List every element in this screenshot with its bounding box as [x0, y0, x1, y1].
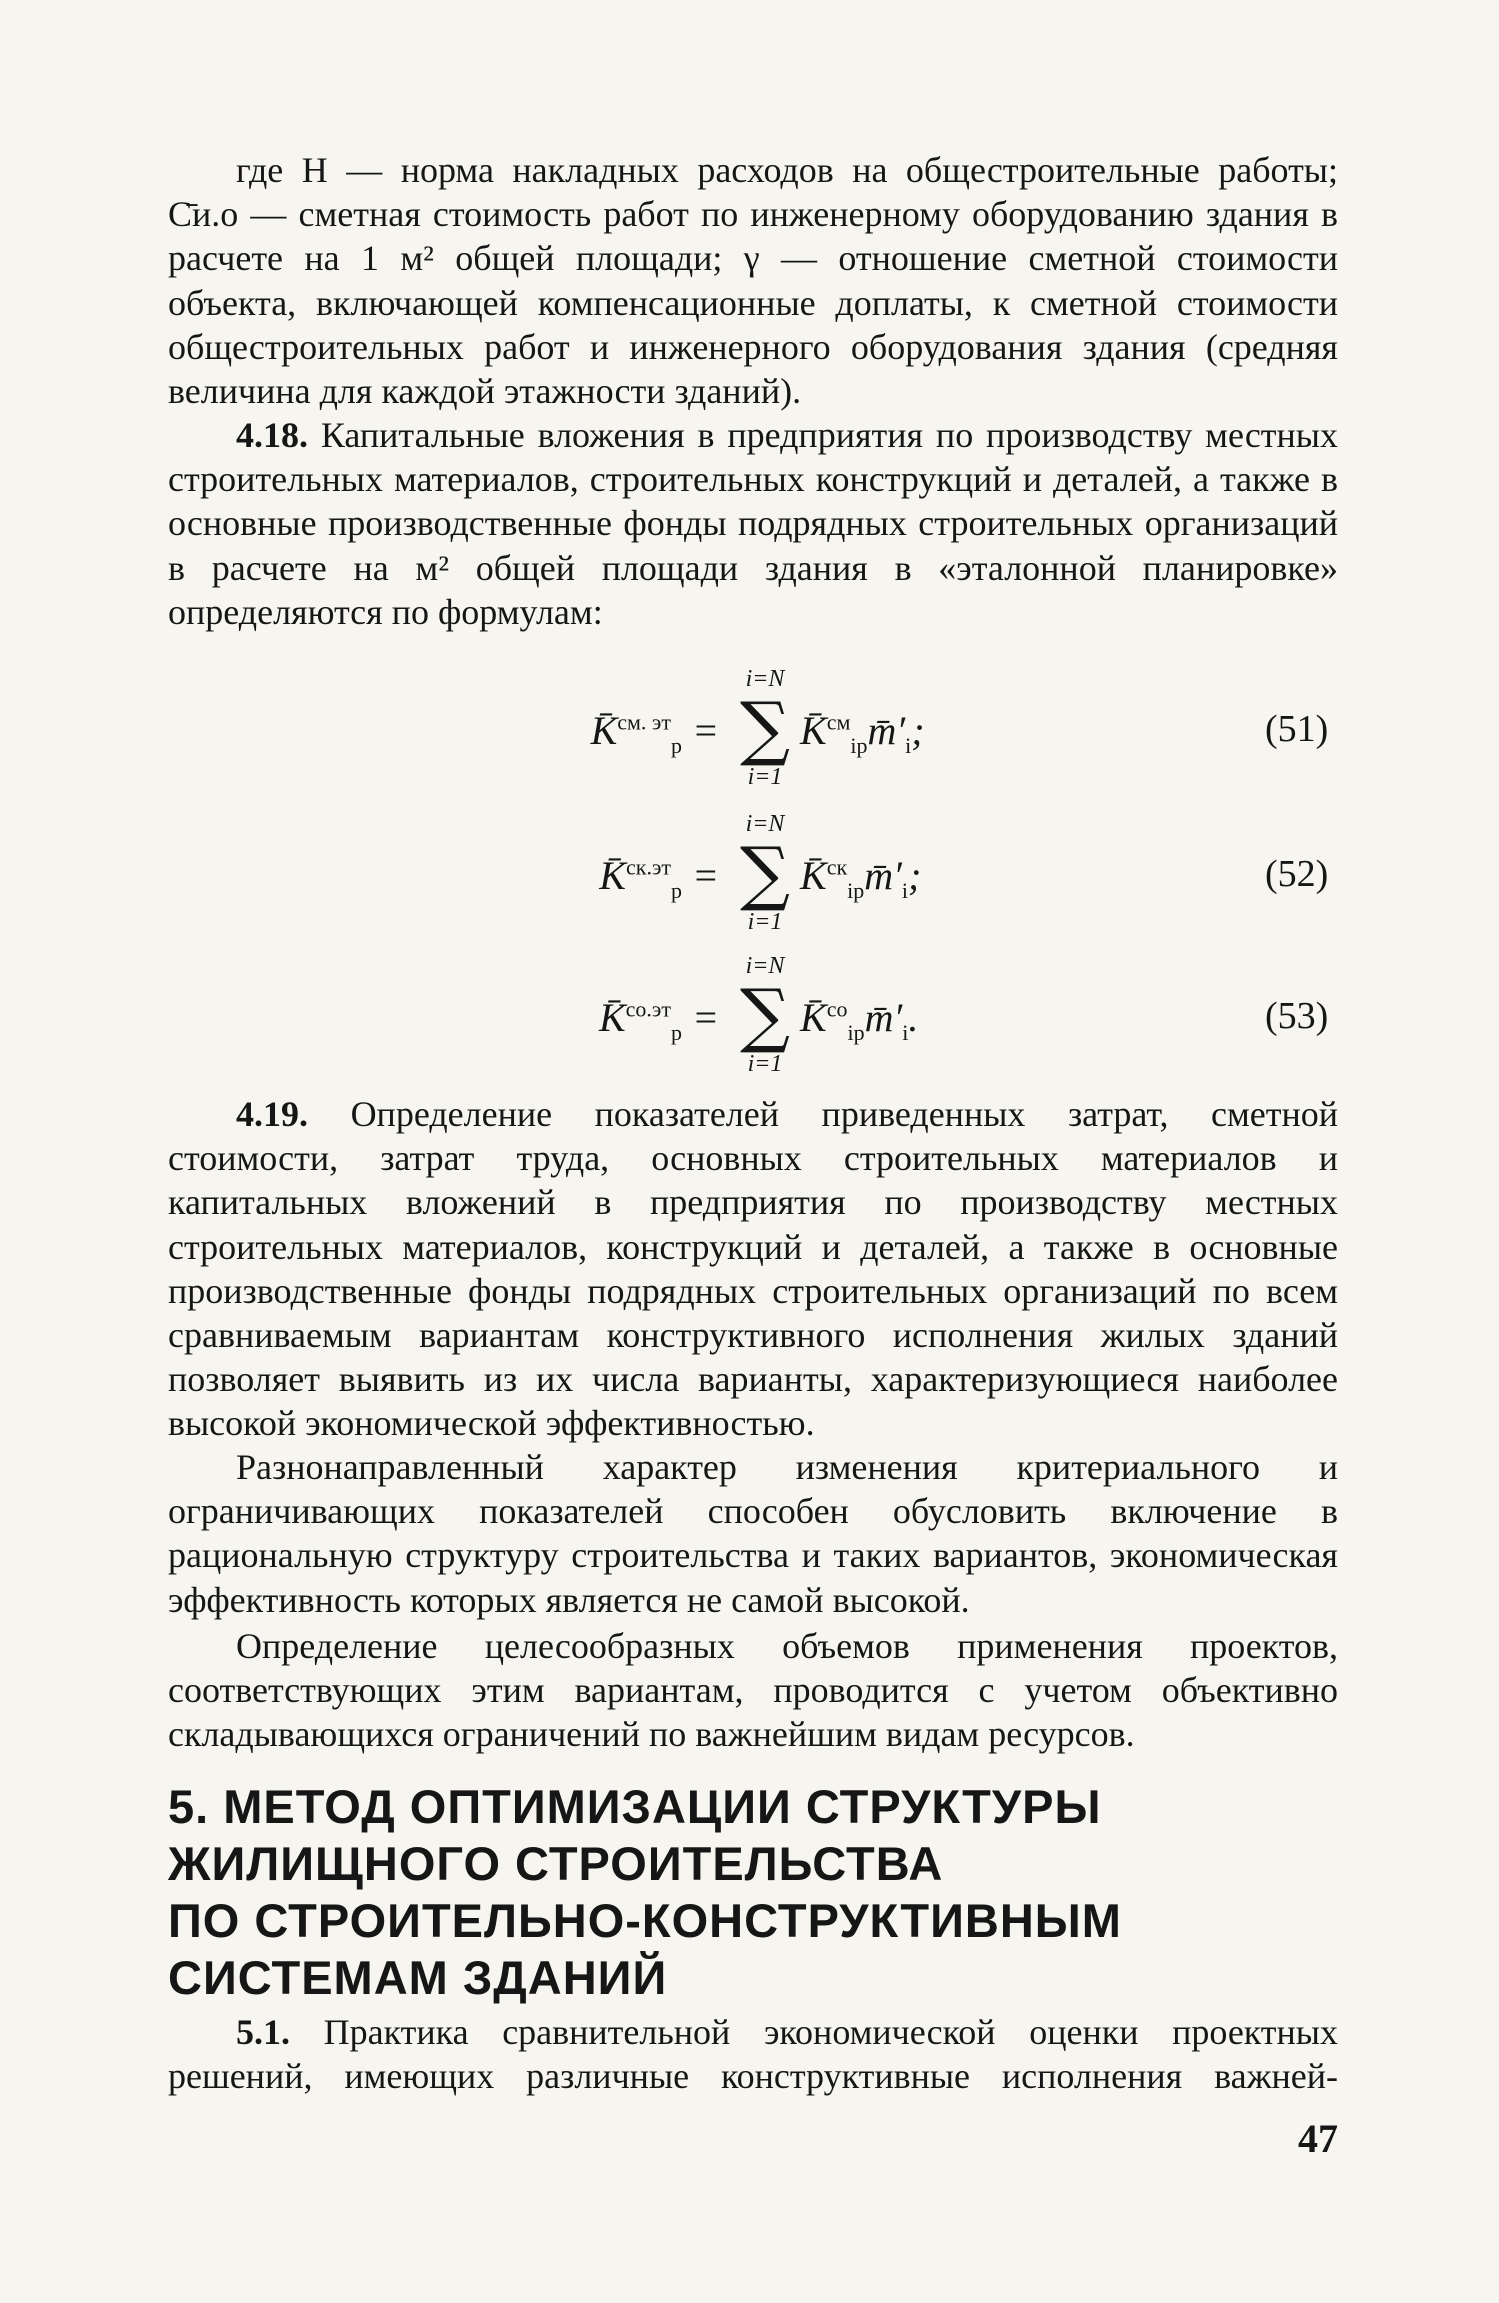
formula-51: K̄$^{см. эт}_p$ = i=N ∑ i=1 $K̄^{см}_{ip}m̄'_i$; (51) — [590, 666, 1329, 790]
paragraph-text: Капитальные вложения в предприятия по производству местных строительных материалов, строительных конструкций и деталей, а также в основные производственные фонды подрядных строительных организаций в расчете на м² общей площади здания в «эталонной планировке» определяются по формулам: — [168, 415, 1338, 632]
paragraph-5-1 — [168, 2010, 1338, 2098]
summation-sign: i=N ∑ i=1 — [740, 953, 790, 1077]
summation-sign: i=N ∑ i=1 — [740, 811, 790, 935]
page-number: 47 — [1298, 2116, 1338, 2161]
paragraph-raznonapravlennyi: Разнонаправленный характер изменения критериального и ограничивающих показателей способен обусловить включение в рациональную структуру строительства и таких вариантов, экономическая эффективность которых является не самой высокой. — [168, 1447, 1338, 1620]
paragraph-text: Определение показателей приведенных затрат, сметной стоимости, затрат труда, основных строительных материалов и капитальных вложений в предприятия по производству местных строительных материалов, конструкций и деталей, а также в основные производственные фонды подрядных строительных организаций по всем сравниваемым вариантам конструктивного исполнения жилых зданий позволяет выявить из их числа варианты, характеризующиеся наиболее высокой экономической эффективностью. — [168, 1094, 1339, 1444]
paragraph-opredelenie: Определение целесообразных объемов применения проектов, соответствующих этим вариантам, проводится с учетом объективно складывающихся ограничений по важнейшим видам ресурсов. — [168, 1626, 1338, 1755]
paragraph-number: 4.18. — [236, 415, 308, 455]
paragraph-intro-text: где Н — норма накладных расходов на общестроительные работы; С̄и.о — сметная стоимость работ по инженерному оборудованию здания в расчете на 1 м² общей площади; γ — отношение сметной стоимости объекта, включающей компенсационные доплаты, к сметной стоимости общестроительных работ и инженерного оборудования здания (средняя величина для каждой этажности зданий). — [168, 150, 1338, 412]
summation-sign: i=N ∑ i=1 — [740, 666, 790, 790]
paragraph-text: Практика сравнительной экономической оценки проектных решений, имеющих различные конструктивные исполнения важней- — [168, 2012, 1338, 2097]
paragraph-4-18 — [168, 413, 1338, 634]
equation-number: (53) — [1265, 995, 1329, 1037]
formula-53: K̄$^{со.эт}_p$ = i=N ∑ i=1 $K̄^{со}_{ip}m̄'_i$. (53) — [598, 953, 1329, 1077]
equation-number: (51) — [1265, 708, 1329, 750]
equation-number: (52) — [1265, 853, 1329, 895]
formula-52: K̄$^{ск.эт}_p$ = i=N ∑ i=1 $K̄^{ск}_{ip}m̄'_i$; (52) — [599, 811, 1329, 935]
paragraph-4-19 — [168, 1092, 1338, 1446]
paragraph-number: 4.19. — [236, 1094, 308, 1134]
paragraph-intro — [168, 148, 1338, 413]
section-heading: 5. МЕТОД ОПТИМИЗАЦИИ СТРУКТУРЫ ЖИЛИЩНОГО СТРОИТЕЛЬСТВА ПО СТРОИТЕЛЬНО-КОНСТРУКТИВНЫМ СИСТЕМАМ ЗДАНИЙ — [168, 1780, 1122, 2004]
paragraph-number: 5.1. — [236, 2012, 290, 2052]
